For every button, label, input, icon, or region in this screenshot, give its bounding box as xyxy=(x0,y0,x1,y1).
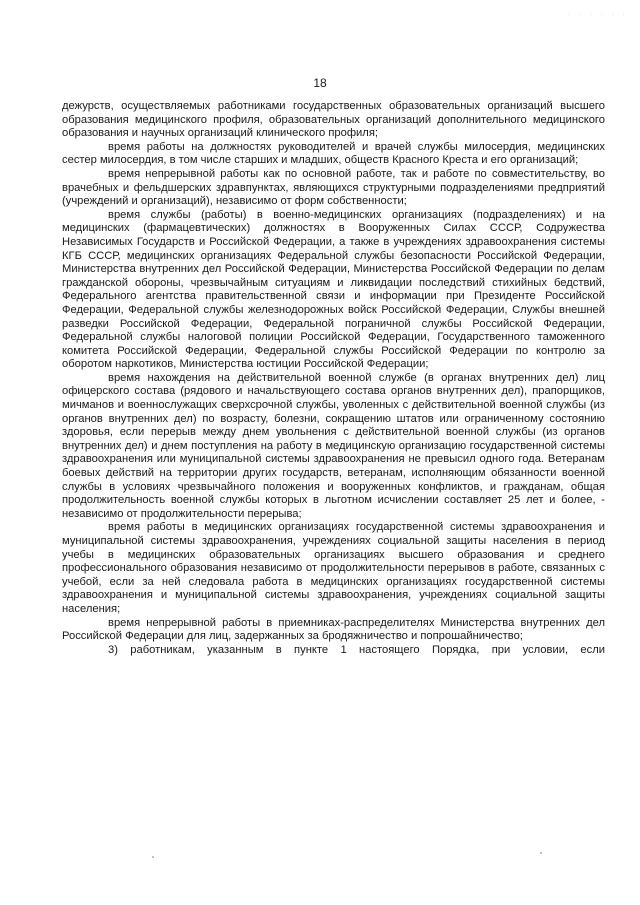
paragraph-1: дежурств, осуществляемых работниками государственных образовательных организаций высшего образования медицинского профиля, образовательных организаций дополнительного медицинского образования и научных организаций клинического профиля; xyxy=(62,100,605,140)
document-body xyxy=(62,100,605,657)
paragraph-6: время работы в медицинских организациях государственной системы здравоохранения и муниципальной системы здравоохранения, учреждениях социальной защиты населения в период учебы в медицинских образовательных организациях высшего образования и среднего профессионального образования независимо от продолжительности перерывов в работе, связанных с учебой, если за ней следовала работа в медицинских организациях государственной системы здравоохранения и муниципальной системы здравоохранения, учреждениях социальной защиты населения; xyxy=(62,521,605,615)
scan-corner-mark: · · · · · · xyxy=(567,10,628,19)
paragraph-8: 3) работникам, указанным в пункте 1 настоящего Порядка, при условии, если xyxy=(108,643,605,656)
paragraph-3: время непрерывной работы как по основной работе, так и работе по совместительству, во врачебных и фельдшерских здравпунктах, являющихся структурными подразделениями предприятий (учреждений и организаций), независимо от форм собственности; xyxy=(62,167,605,208)
paragraph-7: время непрерывной работы в приемниках-распределителях Министерства внутренних дел Российской Федерации для лиц, задержанных за бродяжничество и попрошайничество; xyxy=(62,616,605,643)
paragraph-2: время работы на должностях руководителей и врачей службы милосердия, медицинских сестер милосердия, в том числе старших и младших, обществ Красного Креста и его организаций; xyxy=(62,140,605,167)
scan-speck xyxy=(540,852,542,854)
scan-speck xyxy=(152,856,154,858)
paragraph-5: время нахождения на действительной военной службе (в органах внутренних дел) лиц офицерского состава (рядового и начальствующего состава органов внутренних дел), прапорщиков, мичманов и военнослужащих сверхсрочной службы, уволенных с действительной военной службы (из органов внутренних дел) по возрасту, болезни, сокращению штатов или ограниченному состоянию здоровья, если перерыв между днем увольнения с действительной военной службы (из органов внутренних дел) и днем поступления на работу в медицинскую организацию государственной системы здравоохранения или муниципальной системы здравоохранения не превысил одного года. Ветеранам боевых действий на территории других государств, ветеранам, исполняющим обязанности военной службы в условиях чрезвычайного положения и вооруженных конфликтов, и гражданам, общая продолжительность военной службы которых в льготном исчислении составляет 25 лет и более, - независимо от продолжительности перерыва; xyxy=(62,371,605,520)
page-number: 18 xyxy=(313,76,327,90)
paragraph-4: время службы (работы) в военно-медицинских организациях (подразделениях) и на медицинских (фармацевтических) должностях в Вооруженных Силах СССР, Содружества Независимых Государств и Российской Федерации, а также в учреждениях здравоохранения системы КГБ СССР, медицинских организациях Федеральной службы безопасности Российской Федерации, Министерства внутренних дел Российской Федерации, Министерства Российской Федерации по делам гражданской обороны, чрезвычайным ситуациям и ликвидации последствий стихийных бедствий, Федерального агентства правительственной связи и информации при Президенте Российской Федерации, Федеральной службы железнодорожных войск Российской Федерации, Службы внешней разведки Российской Федерации, Федеральной пограничной службы Российской Федерации, Федеральной службы налоговой полиции Российской Федерации, Государственного таможенного комитета Российской Федерации, Федеральной службы Российской Федерации по контролю за оборотом наркотиков, Министерства юстиции Российской Федерации; xyxy=(62,208,605,371)
